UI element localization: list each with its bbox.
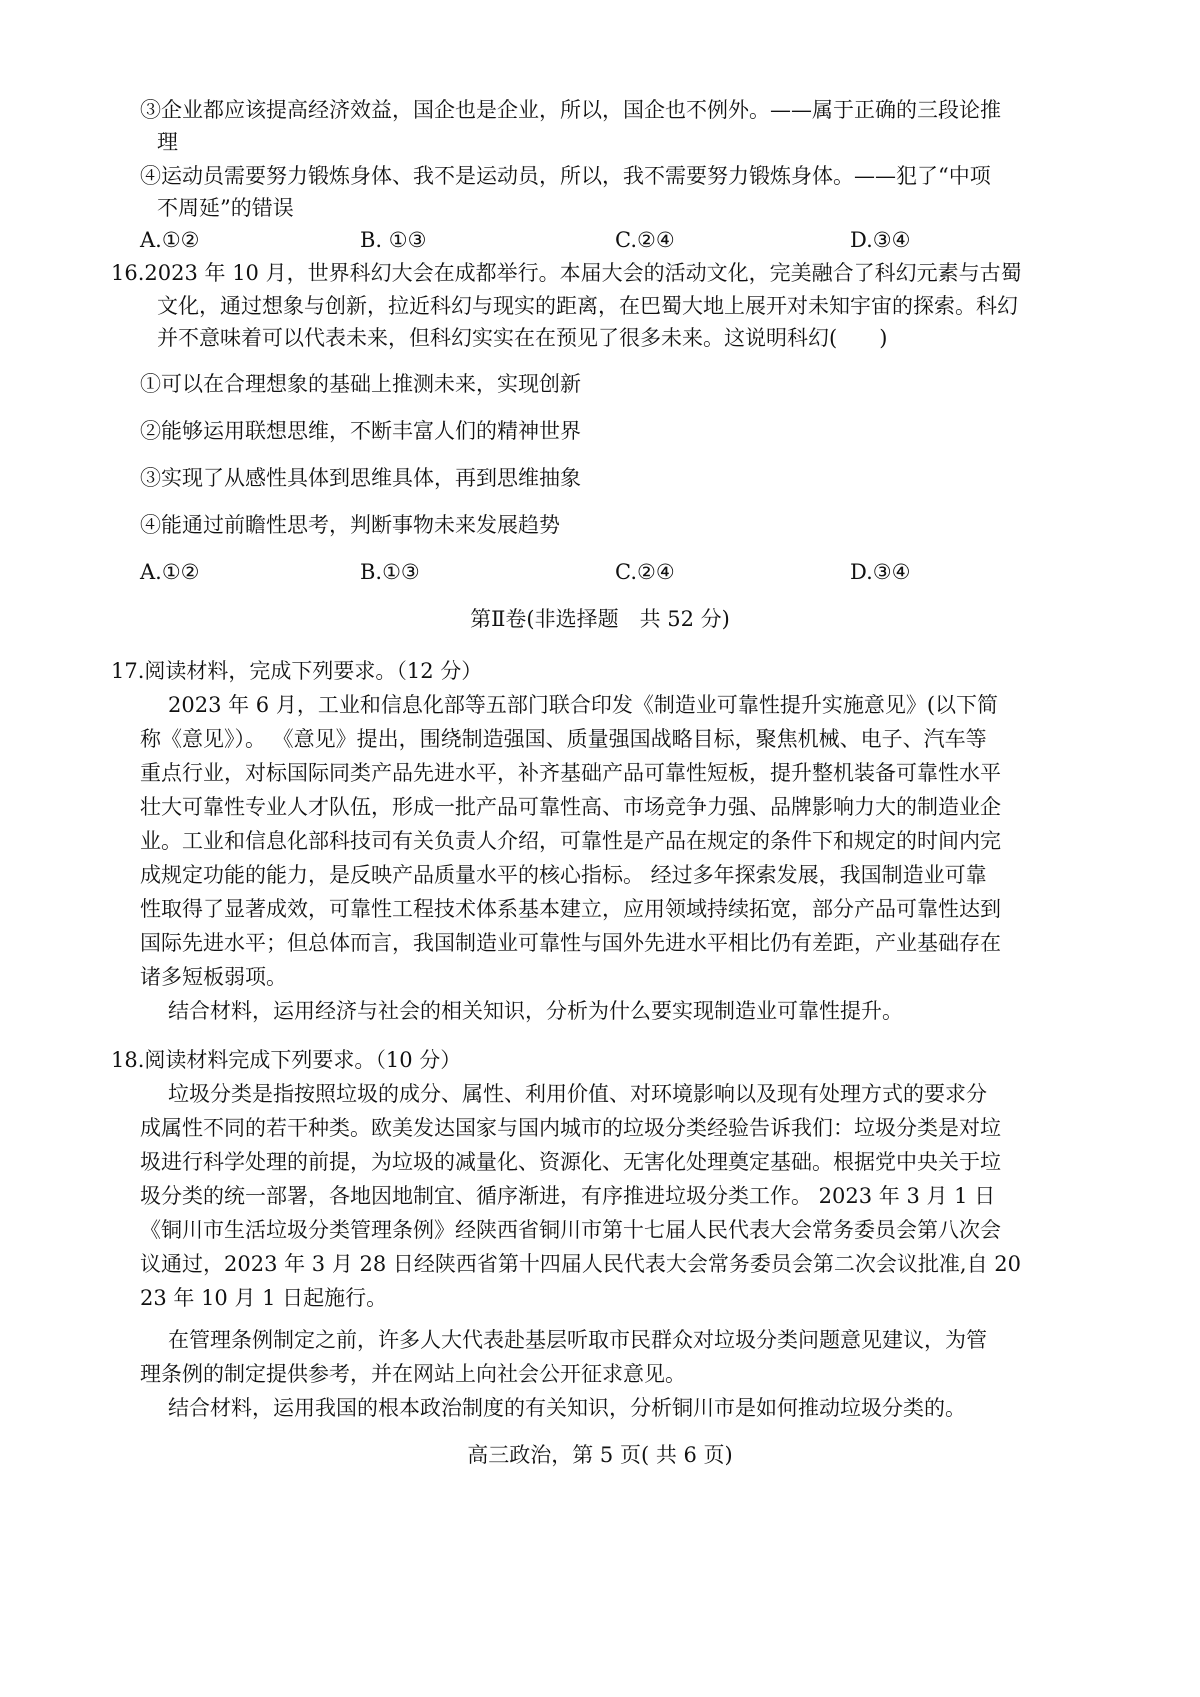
q16-item-1: ①可以在合理想象的基础上推测未来，实现创新 (140, 372, 581, 396)
q17-material-line: 2023 年 6 月，工业和信息化部等五部门联合印发《制造业可靠性提升实施意见》(以下简 (168, 693, 999, 717)
q16-stem-line-1: 16.2023 年 10 月，世界科幻大会在成都举行。本届大会的活动文化，完美融合了科幻元素与古蜀 (111, 261, 1022, 285)
q16-option-b: B.①③ (360, 560, 420, 584)
q18-stem: 18.阅读材料完成下列要求。（10 分） (111, 1048, 462, 1072)
q18-material-line: 23 年 10 月 1 日起施行。 (140, 1286, 388, 1310)
q15-item-4-line-2: 不周延”的错误 (157, 196, 294, 220)
q18-material-line: 议通过，2023 年 3 月 28 日经陕西省第十四届人民代表大会常务委员会第二次会议批准,自 20 (140, 1252, 1021, 1276)
page-footer: 高三政治，第 5 页( 共 6 页) (467, 1443, 733, 1467)
q17-material-line: 诸多短板弱项。 (140, 965, 287, 989)
q17-material-line: 成规定功能的能力，是反映产品质量水平的核心指标。 经过多年探索发展，我国制造业可靠 (140, 863, 987, 887)
q18-material-line: 《铜川市生活垃圾分类管理条例》经陕西省铜川市第十七届人民代表大会常务委员会第八次会 (140, 1218, 1001, 1242)
q15-item-3-line-2: 理 (157, 130, 178, 154)
q15-option-b: B. ①③ (360, 228, 427, 252)
q16-item-3: ③实现了从感性具体到思维具体，再到思维抽象 (140, 466, 581, 490)
q16-option-a: A.①② (140, 560, 200, 584)
q17-stem: 17.阅读材料，完成下列要求。（12 分） (111, 659, 483, 683)
q15-option-a: A.①② (140, 228, 200, 252)
q15-item-3-line-1: ③企业都应该提高经济效益，国企也是企业，所以，国企也不例外。——属于正确的三段论推 (140, 98, 1001, 122)
q16-item-4: ④能通过前瞻性思考，判断事物未来发展趋势 (140, 513, 560, 537)
q17-material-line: 壮大可靠性专业人才队伍，形成一批产品可靠性高、市场竞争力强、品牌影响力大的制造业企 (140, 795, 1001, 819)
q18-para2-line-2: 理条例的制定提供参考，并在网站上向社会公开征求意见。 (140, 1362, 686, 1386)
q16-option-d: D.③④ (850, 560, 911, 584)
q17-material-line: 性取得了显著成效，可靠性工程技术体系基本建立，应用领域持续拓宽，部分产品可靠性达到 (140, 897, 1001, 921)
q17-task: 结合材料，运用经济与社会的相关知识，分析为什么要实现制造业可靠性提升。 (168, 999, 903, 1023)
q15-option-d: D.③④ (850, 228, 911, 252)
q17-material-line: 称《意见》）。 《意见》提出，围绕制造强国、质量强国战略目标，聚焦机械、电子、汽车等 (140, 727, 987, 751)
section-title: 第Ⅱ卷(非选择题 共 52 分) (470, 607, 730, 631)
q17-material-line: 国际先进水平；但总体而言，我国制造业可靠性与国外先进水平相比仍有差距，产业基础存在 (140, 931, 1001, 955)
q16-option-c: C.②④ (615, 560, 675, 584)
q18-material-line: 成属性不同的若干种类。欧美发达国家与国内城市的垃圾分类经验告诉我们：垃圾分类是对垃 (140, 1116, 1001, 1140)
q18-material-line: 垃圾分类是指按照垃圾的成分、属性、利用价值、对环境影响以及现有处理方式的要求分 (168, 1082, 987, 1106)
q17-material-line: 业。工业和信息化部科技司有关负责人介绍，可靠性是产品在规定的条件下和规定的时间内完 (140, 829, 1001, 853)
q18-para2-line-1: 在管理条例制定之前，许多人大代表赴基层听取市民群众对垃圾分类问题意见建议，为管 (168, 1328, 987, 1352)
q16-stem-line-2: 文化，通过想象与创新，拉近科幻与现实的距离，在巴蜀大地上展开对未知宇宙的探索。科幻 (157, 294, 1018, 318)
q18-material-line: 圾分类的统一部署，各地因地制宜、循序渐进，有序推进垃圾分类工作。 2023 年 3 月 1 日 (140, 1184, 996, 1208)
q15-item-4-line-1: ④运动员需要努力锻炼身体、我不是运动员，所以，我不需要努力锻炼身体。——犯了“中项 (140, 164, 991, 188)
q18-task: 结合材料，运用我国的根本政治制度的有关知识，分析铜川市是如何推动垃圾分类的。 (168, 1396, 966, 1420)
q17-material-line: 重点行业，对标国际同类产品先进水平，补齐基础产品可靠性短板，提升整机装备可靠性水平 (140, 761, 1001, 785)
q16-item-2: ②能够运用联想思维，不断丰富人们的精神世界 (140, 419, 581, 443)
q15-option-c: C.②④ (615, 228, 675, 252)
q18-material-line: 圾进行科学处理的前提，为垃圾的减量化、资源化、无害化处理奠定基础。根据党中央关于垃 (140, 1150, 1001, 1174)
q16-stem-line-3: 并不意味着可以代表未来，但科幻实实在在预见了很多未来。这说明科幻( ) (157, 326, 888, 350)
